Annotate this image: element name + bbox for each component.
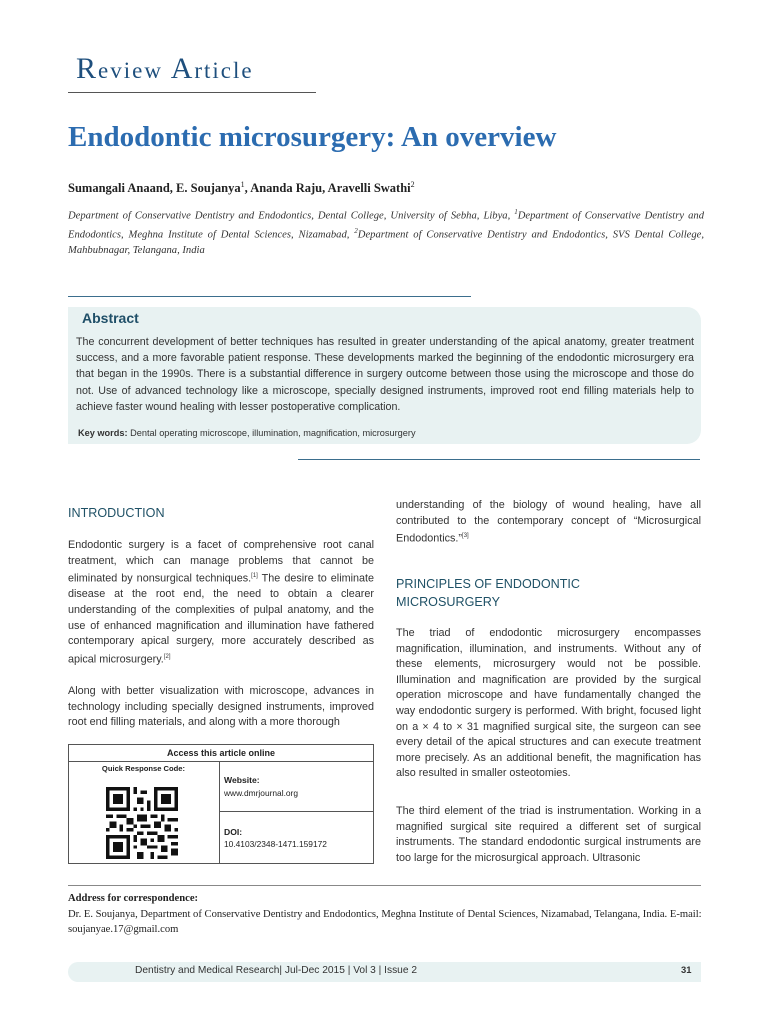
abstract-heading: Abstract [82,310,139,326]
qr-code-icon[interactable] [106,787,178,859]
correspondence-text: Dr. E. Soujanya, Department of Conservative Dentistry and Endodontics, Meghna Institute of Dental Sciences, Nizamabad, Telangana, India. E-mail: soujanyae.17@gmail.com [68,909,702,935]
author-list: Sumangali Anaand, E. Soujanya$^1$, Ananda Raju, Aravelli Swathi$^2$ [68,180,415,196]
introduction-paragraph-1: Endodontic surgery is a facet of comprehensive root canal treatment, which can manage problems that cannot be eliminated by nonsurgical techniques.[1] The desire to eliminate disease at the root end, the need to obtain a clearer understanding of the complexities of pulpal anatomy, and the use of enhanced magnification and illumination have fathered contemporary apical surgery, more accurately described as apical microsurgery.[2] [68,539,375,666]
principles-heading: PRINCIPLES OF ENDODONTIC MICROSURGERY [396,577,581,609]
introduction-paragraph-2-continued: understanding of the biology of wound healing, have all contributed to the contemporary concept of “Microsurgical Endodontics.”[3] [396,499,701,545]
website-link[interactable]: www.dmrjournal.org [224,788,299,798]
abstract-text: The concurrent development of better techniques has resulted in greater understanding of the apical anatomy, greater treatment success, and a more favorable patient response. These developments marked the beginning of the endodontic microsurgery era that began in the 1990s. There is a substantial difference in surgery outcome between those using the microscope and those do not. Use of advanced technology like a microscope, specially designed instruments, improved root end filling materials help to achieve faster wound healing with lesser postoperative complication. [76,336,694,413]
correspondence-rule [68,885,701,886]
qr-code-label: Quick Response Code: [101,764,186,773]
article-type-label: Review Article [76,52,254,85]
abstract-top-rule [68,296,471,297]
introduction-heading: INTRODUCTION [68,506,165,520]
access-box-divider [219,761,220,864]
keywords: Key words: Dental operating microscope, illumination, magnification, microsurgery [78,428,416,438]
article-title: Endodontic microsurgery: An overview [68,121,557,153]
access-box-title: Access this article online [68,745,374,762]
introduction-paragraph-2: Along with better visualization with microscope, advances in technology including specially designed instruments, improved root end filling materials, and along with a more thorough [68,685,374,729]
access-box-divider [219,811,374,812]
abstract-bottom-rule [298,459,700,460]
principles-paragraph-1: The triad of endodontic microsurgery encompasses magnification, illumination, and instruments. Without any of these elements, microsurgery would not be possible. Illumination and magnification are provided by the surgical operation microscope and have fundamentally changed the way endodontic surgery is performed. With bright, focused light on a × 4 to × 31 magnified surgical site, the surgeon can see every detail of the apical structures and can execute treatment more precisely. As an additional benefit, the magnification has also resulted in smaller osteotomies. [396,627,701,780]
header-rule [68,92,316,93]
doi-link[interactable]: 10.4103/2348-1471.159172 [224,839,327,849]
page-number: 31 [681,964,692,975]
doi-label: DOI: [224,827,243,837]
journal-citation: Dentistry and Medical Research| Jul-Dec 2015 | Vol 3 | Issue 2 [135,965,418,976]
website-label: Website: [224,775,260,785]
correspondence-heading: Address for correspondence: [68,893,199,904]
affiliations: Department of Conservative Dentistry and Endodontics, Dental College, University of Sebha, Libya, $^1$Department of Conservative Dentistry and Endodontics, Meghna Institute of Dental Sciences, Nizamabad, $^2$Department of Conservative Dentistry and Endodontics, SVS Dental College, Mahbubnagar, Telangana, India [68,208,705,257]
principles-paragraph-2: The third element of the triad is instrumentation. Working in a magnified surgical site required a different set of surgical instruments. The standard endodontic surgical instruments are too large for the microsurgical approach. Ultrasonic [396,805,701,864]
